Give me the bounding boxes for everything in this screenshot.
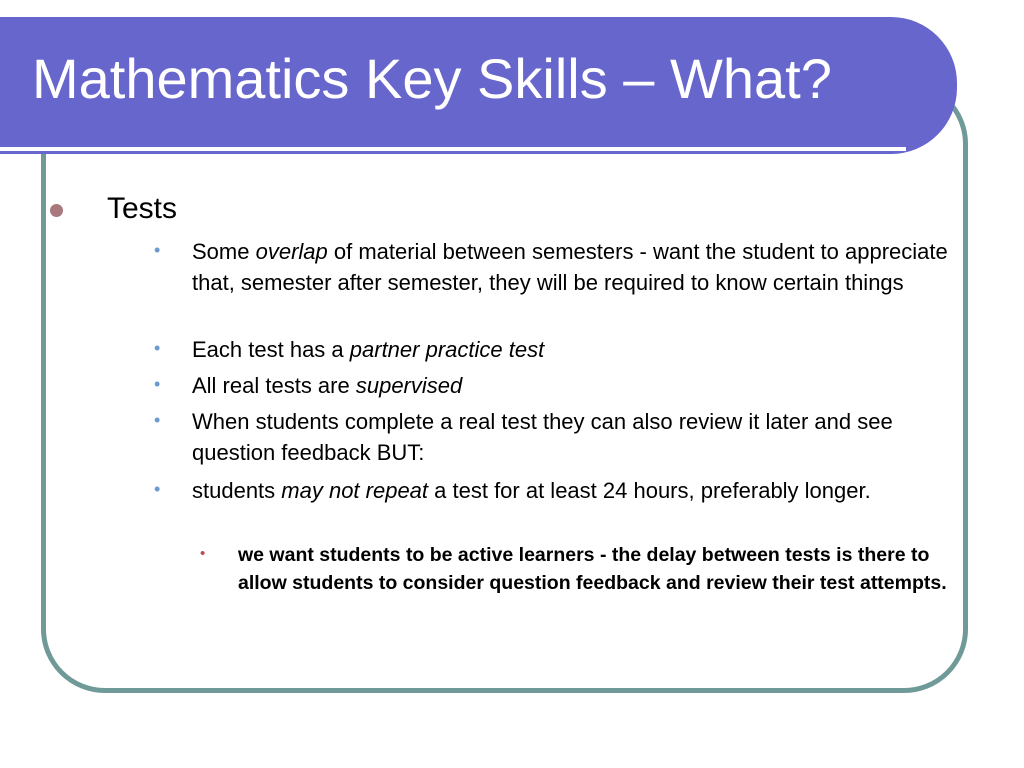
slide-title: Mathematics Key Skills – What?	[32, 47, 832, 110]
level1-item: Tests	[107, 192, 178, 225]
bullet-icon: •	[154, 338, 161, 358]
bullet-icon: •	[154, 374, 161, 394]
bullet-icon: •	[154, 240, 161, 260]
level2-item: • All real tests are supervised	[192, 370, 972, 401]
level2-item: • Each test has a partner practice test	[192, 334, 972, 365]
level1-bullet-icon	[50, 204, 63, 217]
bullet-icon: •	[200, 545, 206, 562]
level2-item: • Some overlap of material between semesters - want the student to appreciate that, semester after semester, they will be required to know certain things	[192, 236, 972, 298]
bullet-icon: •	[154, 410, 161, 430]
bullet-icon: •	[154, 479, 161, 499]
level3-item: • we want students to be active learners - the delay between tests is there to allow students to consider question feedback and review their test attempts.	[200, 544, 947, 594]
level2-item: • students may not repeat a test for at least 24 hours, preferably longer.	[192, 475, 922, 506]
level2-item: • When students complete a real test they can also review it later and see question feedback BUT:	[192, 406, 922, 468]
